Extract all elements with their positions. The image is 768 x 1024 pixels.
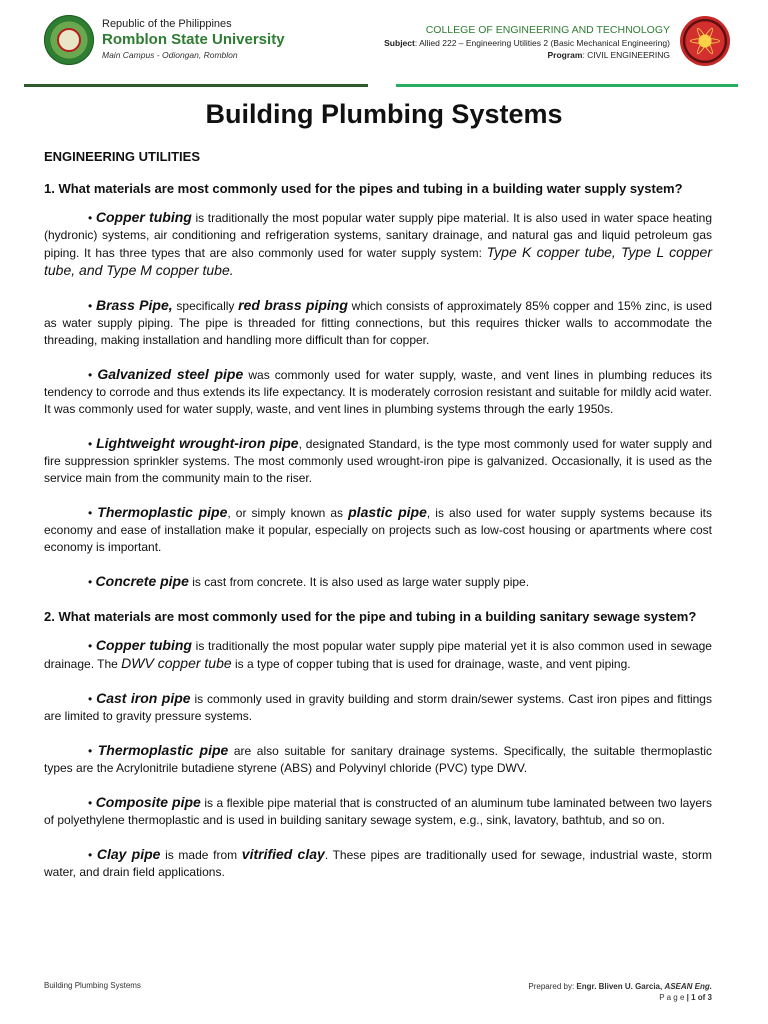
footer-title: Building Plumbing Systems (44, 981, 141, 990)
list-item: • Galvanized steel pipe was commonly used for water supply, waste, and vent lines in plumbing reduces its tendency to corrode and thus extends its life expectancy. It is moderately corrosion resistant and suitable for mildly acid water. It was commonly used for water supply, waste, and vent lines in plumbing systems through the early 1950s. (44, 366, 712, 416)
college-name: COLLEGE OF ENGINEERING AND TECHNOLOGY (425, 24, 670, 36)
university-name: Romblon State University (102, 31, 285, 48)
program-line: Program: CIVIL ENGINEERING (547, 50, 670, 60)
section-heading: ENGINEERING UTILITIES (44, 149, 201, 164)
page-number: P a g e | 1 of 3 (659, 993, 712, 1002)
header-rule-dark (24, 84, 368, 87)
list-item: • Thermoplastic pipe are also suitable for sanitary drainage systems. Specifically, the suitable thermoplastic types are the Acrylonitrile butadiene styrene (ABS) and Polyvinyl chloride (PVC) type DWV. (44, 742, 712, 775)
college-block (384, 24, 670, 61)
list-item: • Thermoplastic pipe, or simply known as plastic pipe, is also used for water supply systems because its economy and ease of installation make it popular, especially on projects such as low-cost housing or apartments where cost economy is important. (44, 504, 712, 554)
question-1: 1. What materials are most commonly used for the pipes and tubing in a building water supply system? (44, 181, 683, 196)
list-item: • Clay pipe is made from vitrified clay. These pipes are traditionally used for sewage, industrial waste, storm water, and drain field applications. (44, 846, 713, 879)
list-item: • Copper tubing is traditionally the most popular water supply pipe material. It is also used in water space heating (hydronic) systems, air conditioning and refrigeration systems, sanitary drainage, and natural gas and liquid petroleum gas piping. It has three types that are also commonly used for water supply system: Type K copper tube, Type L copper tube, and Type M copper tube. (44, 209, 713, 278)
list-item: • Cast iron pipe is commonly used in gravity building and storm drain/sewer systems. Cast iron pipes and fittings are limited to gravity pressure systems. (44, 690, 712, 723)
list-item: • Brass Pipe, specifically red brass piping which consists of approximately 85% copper and 15% zinc, is used as water supply piping. The pipe is threaded for fitting connections, but this requires thicker walls to accommodate the threading, making installation and handling more difficult than for copper. (44, 297, 713, 347)
document-header (0, 0, 768, 90)
page-title: Building Plumbing Systems (205, 99, 563, 129)
list-item: • Composite pipe is a flexible pipe material that is constructed of an aluminum tube laminated between two layers of polyethylene thermoplastic and is used in building sanitary sewage system, e.g., sink, lavatory, bathtub, and so on. (44, 794, 712, 827)
list-item: • Concrete pipe is cast from concrete. It is also used as large water supply pipe. (88, 573, 530, 589)
university-seal-icon (44, 15, 94, 65)
university-block (102, 18, 285, 61)
subject-line: Subject: Allied 222 – Engineering Utilities 2 (Basic Mechanical Engineering) (384, 38, 670, 48)
college-seal-icon (680, 16, 730, 66)
list-item: • Lightweight wrought-iron pipe, designated Standard, is the type most commonly used for water supply and fire suppression sprinkler systems. The most commonly used wrought-iron pipe is galvanized. Occasionally, it is used as the service main from the community main to the riser. (44, 435, 712, 485)
republic-line: Republic of the Philippines (102, 18, 232, 30)
list-item: • Copper tubing is traditionally the most popular water supply pipe material yet it is also common used in sewage drainage. The DWV copper tube is a type of copper tubing that is used for drainage, waste, and vent piping. (44, 637, 712, 671)
document-body (44, 148, 712, 898)
campus-line: Main Campus - Odiongan, Romblon (102, 50, 238, 60)
footer-credits: Prepared by: Engr. Bliven U. Garcia, ASEAN Eng. P a g e | 1 of 3 (528, 982, 712, 1002)
question-2: 2. What materials are most commonly used for the pipe and tubing in a building sanitary sewage system? (44, 609, 697, 624)
header-rule-green (396, 84, 738, 87)
